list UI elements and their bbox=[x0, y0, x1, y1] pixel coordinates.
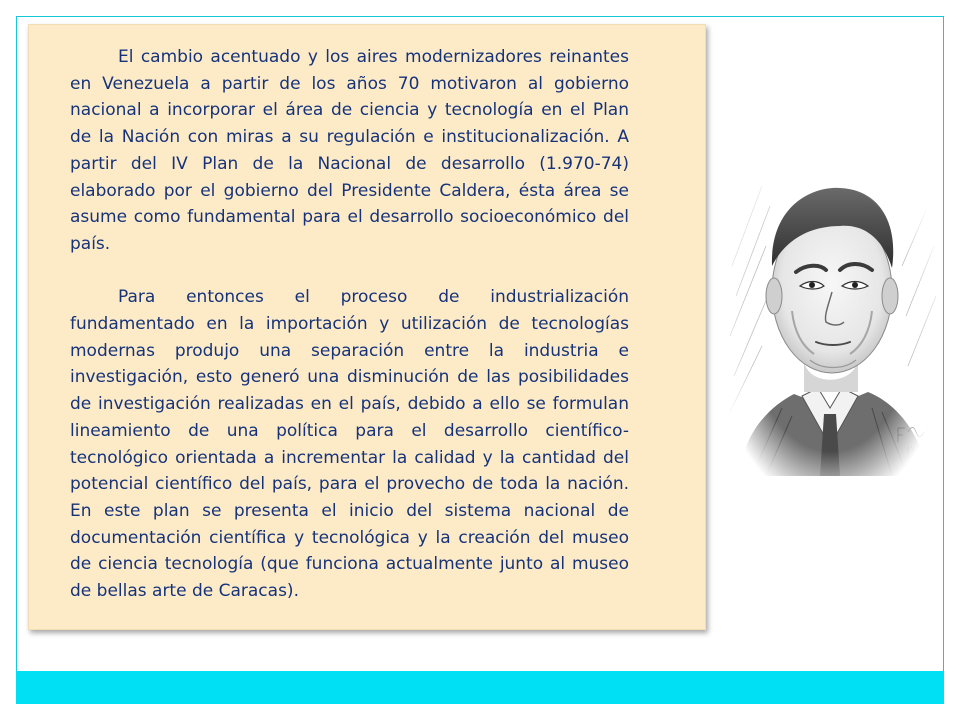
portrait-sketch-image bbox=[722, 146, 940, 491]
text-box bbox=[28, 24, 706, 630]
paragraph-2: Para entonces el proceso de industrialización fundamentado en la importación y utilización de tecnologías modernas produjo una separación entre la industria e investigación, esto generó una disminución de las posibilidades de investigación realizadas en el país, debido a ello se formulan lineamiento de una política para el desarrollo científico-tecnológico orientada a incrementar la calidad y la cantidad del potencial científico del país, para el provecho de toda la nación. En este plan se presenta el inicio del sistema nacional de documentación científica y tecnológica y la creación del museo de ciencia tecnología (que funciona actualmente junto al museo de bellas arte de Caracas). bbox=[70, 287, 629, 602]
bottom-accent-bar bbox=[16, 671, 944, 704]
paragraph-1: El cambio acentuado y los aires modernizadores reinantes en Venezuela a partir de los años 70 motivaron al gobierno nacional a incorporar el área de ciencia y tecnología en el Plan de la Nación con miras a su regulación e institucionalización. A partir del IV Plan de la Nacional de desarrollo (1.970-74) elaborado por el gobierno del Presidente Caldera, ésta área se asume como fundamental para el desarrollo socioeconómico del país. bbox=[70, 47, 629, 254]
